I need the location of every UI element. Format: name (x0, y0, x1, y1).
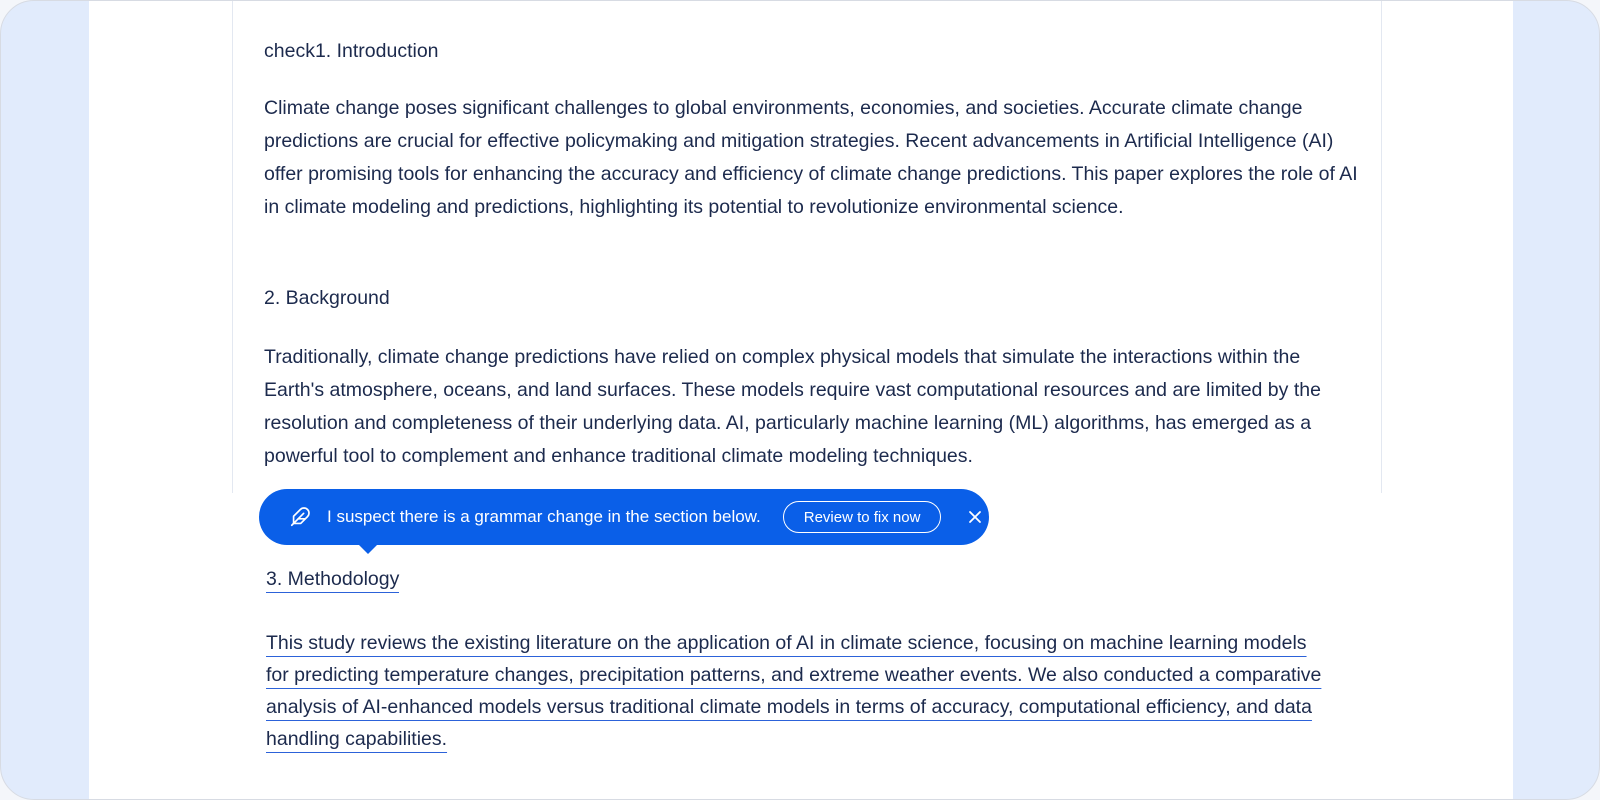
section-heading-methodology[interactable]: 3. Methodology (266, 566, 399, 593)
section-body-introduction: Climate change poses significant challenges to global environments, economies, and societies. Accurate climate change predictions are crucial for effective policymaking and mitigation strategies. Recent advancements in Artificial Intelligence (AI) offer promising tools for enhancing the accuracy and efficiency of climate change predictions. This paper explores the role of AI in climate modeling and predictions, highlighting its potential to revolutionize environmental science. (264, 97, 1358, 218)
review-fix-button[interactable]: Review to fix now (783, 501, 942, 533)
grammar-suggestion-banner (259, 489, 989, 545)
close-icon[interactable] (963, 505, 987, 529)
feather-pen-icon (289, 506, 311, 528)
section-body-methodology[interactable]: This study reviews the existing literature on the application of AI in climate science, focusing on machine learning models for predicting temperature changes, precipitation patterns, and extreme weather events. We also conducted a comparative analysis of AI-enhanced models versus traditional climate models in terms of accuracy, computational efficiency, and data handling capabilities. (266, 632, 1322, 750)
section-heading-background: 2. Background (264, 287, 390, 309)
section-heading-introduction: check1. Introduction (264, 40, 439, 62)
suggestion-message: I suspect there is a grammar change in the section below. (327, 507, 761, 526)
section-body-background: Traditionally, climate change predictions have relied on complex physical models that simulate the interactions within the Earth's atmosphere, oceans, and land surfaces. These models require vast computational resources and are limited by the resolution and completeness of their underlying data. AI, particularly machine learning (ML) algorithms, has emerged as a powerful tool to complement and enhance traditional climate modeling techniques. (264, 346, 1321, 467)
